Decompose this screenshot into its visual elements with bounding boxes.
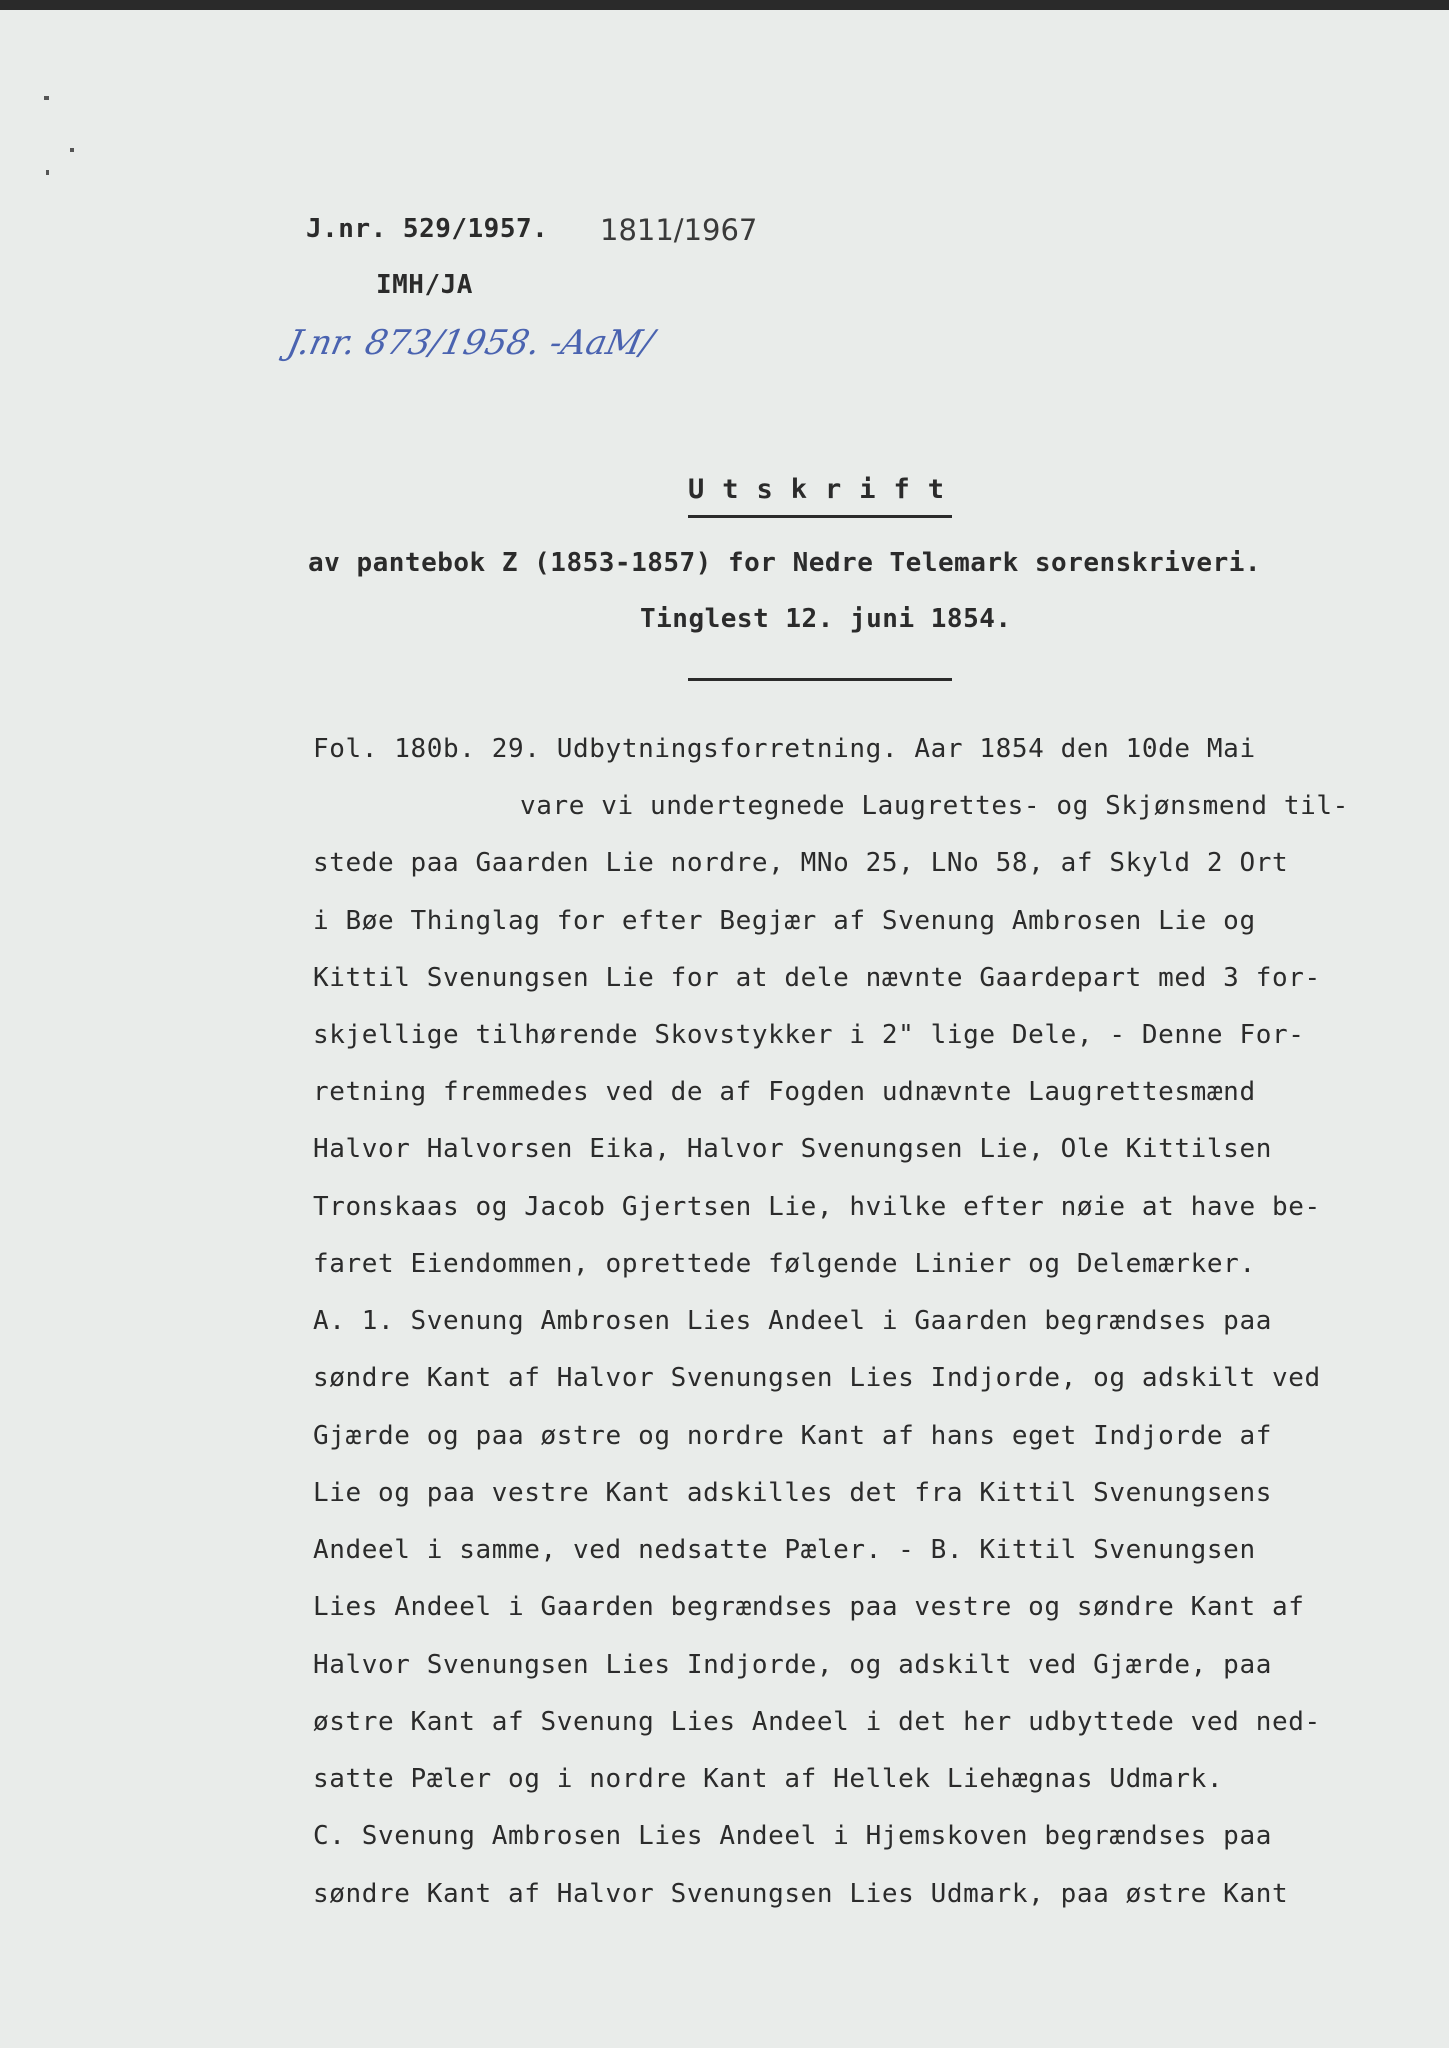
body-line: skjellige tilhørende Skovstykker i 2" lige Dele, - Denne For-: [313, 1020, 1305, 1050]
journal-number: J.nr. 529/1957.: [306, 214, 549, 244]
body-line: A. 1. Svenung Ambrosen Lies Andeel i Gaarden begrændses paa: [313, 1306, 1272, 1336]
title-underline: [688, 515, 952, 518]
margin-mark: [46, 170, 49, 175]
body-line: faret Eiendommen, oprettede følgende Linier og Delemærker.: [313, 1249, 1256, 1279]
body-line: Kittil Svenungsen Lie for at dele nævnte Gaardepart med 3 for-: [313, 963, 1321, 993]
body-line: østre Kant af Svenung Lies Andeel i det her udbyttede ved ned-: [313, 1707, 1321, 1737]
body-line: Tronskaas og Jacob Gjertsen Lie, hvilke efter nøie at have be-: [313, 1192, 1321, 1222]
reference-number: 1811/1967: [600, 213, 758, 247]
body-line: søndre Kant af Halvor Svenungsen Lies Udmark, paa østre Kant: [313, 1879, 1289, 1909]
body-line: vare vi undertegnede Laugrettes- og Skjønsmend til-: [520, 791, 1349, 821]
handwritten-note: J.nr. 873/1958. -AaM/: [283, 323, 658, 363]
body-line: stede paa Gaarden Lie nordre, MNo 25, LNo 58, af Skyld 2 Ort: [313, 848, 1289, 878]
initials: IMH/JA: [376, 270, 473, 300]
document-page: [0, 10, 1449, 2048]
document-subtitle: av pantebok Z (1853-1857) for Nedre Telemark sorenskriveri.: [308, 548, 1262, 578]
body-line: Andeel i samme, ved nedsatte Pæler. - B. Kittil Svenungsen: [313, 1535, 1256, 1565]
body-line: Halvor Svenungsen Lies Indjorde, og adskilt ved Gjærde, paa: [313, 1650, 1272, 1680]
document-title: Utskrift: [688, 474, 963, 505]
body-line: Lie og paa vestre Kant adskilles det fra Kittil Svenungsens: [313, 1478, 1272, 1508]
body-line: retning fremmedes ved de af Fogden udnævnte Laugrettesmænd: [313, 1077, 1256, 1107]
body-line: i Bøe Thinglag for efter Begjær af Svenung Ambrosen Lie og: [313, 906, 1256, 936]
body-line: søndre Kant af Halvor Svenungsen Lies Indjorde, og adskilt ved: [313, 1363, 1321, 1393]
body-line: satte Pæler og i nordre Kant af Hellek Liehægnas Udmark.: [313, 1764, 1224, 1794]
body-line: Lies Andeel i Gaarden begrændses paa vestre og søndre Kant af: [313, 1592, 1305, 1622]
body-line: Gjærde og paa østre og nordre Kant af hans eget Indjorde af: [313, 1421, 1272, 1451]
margin-mark: [44, 96, 49, 100]
body-line: Halvor Halvorsen Eika, Halvor Svenungsen Lie, Ole Kittilsen: [313, 1134, 1272, 1164]
tinglest-date: Tinglest 12. juni 1854.: [640, 604, 1012, 634]
section-divider: [688, 678, 952, 681]
body-line: Fol. 180b. 29. Udbytningsforretning. Aar 1854 den 10de Mai: [313, 734, 1256, 764]
margin-mark: [70, 148, 74, 152]
body-line: C. Svenung Ambrosen Lies Andeel i Hjemskoven begrændses paa: [313, 1821, 1272, 1851]
